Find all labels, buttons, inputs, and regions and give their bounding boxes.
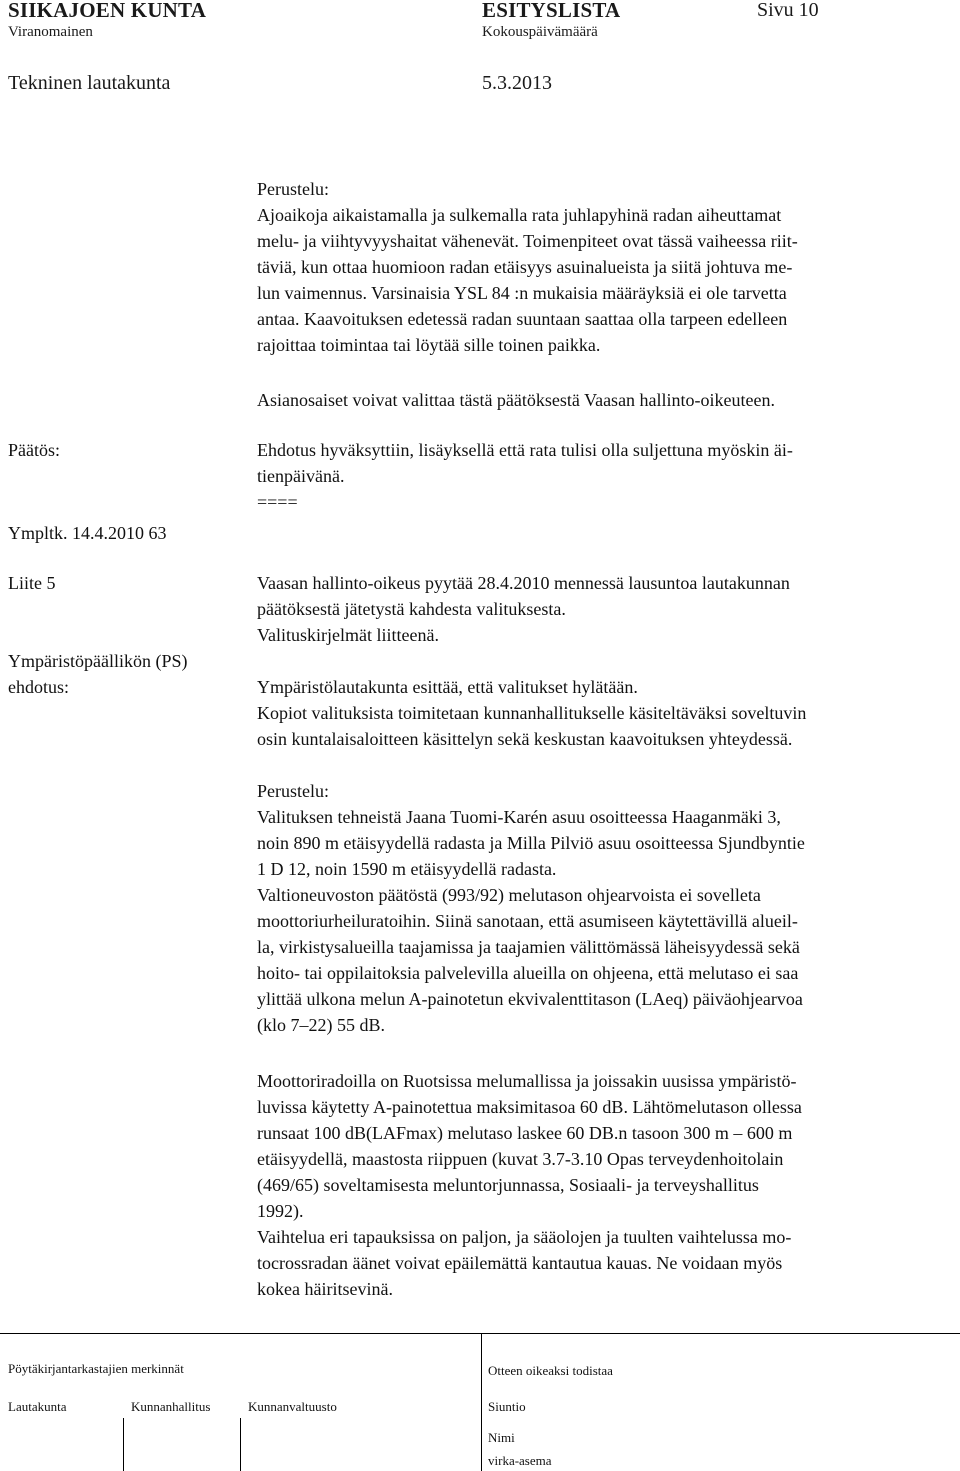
authority-name: Tekninen lautakunta: [8, 72, 171, 94]
proposal-text: Ympäristölautakunta esittää, että valitukset hylätään. Kopiot valituksista toimitetaan kunnanhallitukselle käsiteltäväksi soveltuvin osin kuntalaisaloitteen käsittelyn sekä keskustan kaavoituksen yhteydessä.: [257, 677, 807, 749]
perustelu-heading: Perustelu:: [257, 179, 329, 199]
meeting-date: 5.3.2013: [482, 72, 552, 94]
footer-field-title: virka-asema: [488, 1453, 552, 1468]
footer-field-place: Siuntio: [488, 1399, 526, 1414]
footer-left-heading: Pöytäkirjantarkastajien merkinnät: [8, 1361, 184, 1376]
perustelu-line: Ajoaikoja aikaistamalla ja sulkemalla rata juhlapyhinä radan aiheuttamat: [257, 205, 782, 225]
page-number: Sivu 10: [757, 0, 819, 21]
perustelu-block-1: [257, 176, 947, 358]
footer-top-rule: [0, 1333, 960, 1334]
perustelu-line: täviä, kun ottaa huomioon radan etäisyys asuinalueista ja siitä johtuva me-: [257, 257, 793, 277]
footer-column-rule: [240, 1418, 241, 1471]
proposer-label: Ympäristöpäällikön (PS) ehdotus:: [8, 651, 188, 697]
municipality-name: SIIKAJOEN KUNTA: [8, 0, 207, 22]
perustelu-block-2: Perustelu: Valituksen tehneistä Jaana Tuomi-Karén asuu osoitteessa Haaganmäki 3, noin 890 m etäisyydellä radasta ja Milla Pilviö asuu osoitteessa Sjundbyntie 1 D 12, noin 1590 m etäisyydellä radasta. Valtioneuvoston päätöstä (993/92) melutason ohjearvoista ei sovelleta moottoriurheiluratoihin. Siinä sanotaan, että asumiseen käytettävillä alueil- la, virkistysalueilla taajamissa ja taajamien välittömässä läheisyydessä sekä hoito- tai oppilaitoksia palvelevilla alueilla on ohjeena, että melutaso ei saa ylittää ulkona melun A-painotetun ekvivalenttitason (LAeq) päiväohjearvoa (klo 7–22) 55 dB.: [257, 778, 947, 1038]
appeal-notice: Asianosaiset voivat valittaa tästä päätöksestä Vaasan hallinto-oikeuteen.: [257, 390, 776, 410]
perustelu-line: antaa. Kaavoituksen edetessä radan suuntaan saattaa olla tarpeen edelleen: [257, 309, 788, 329]
decision-separator: ====: [257, 492, 298, 512]
attachment-label: Liite 5: [8, 573, 56, 593]
footer-column-kunnanvaltuusto: Kunnanvaltuusto: [248, 1399, 337, 1414]
footer-field-name: Nimi: [488, 1430, 515, 1445]
document-type: ESITYSLISTA: [482, 0, 621, 22]
footer-right-heading: Otteen oikeaksi todistaa: [488, 1363, 613, 1378]
footer-divider: [481, 1333, 482, 1471]
perustelu-line: lun vaimennus. Varsinaisia YSL 84 :n mukaisia määräyksiä ei ole tarvetta: [257, 283, 787, 303]
perustelu-line: rajoittaa toimintaa tai löytää sille toinen paikka.: [257, 335, 601, 355]
perustelu-heading: Perustelu:: [257, 781, 329, 801]
perustelu-line: melu- ja viihtyvyyshaitat vähenevät. Toimenpiteet ovat tässä vaiheessa riit-: [257, 231, 798, 251]
footer-column-rule: [123, 1418, 124, 1471]
footer-column-lautakunta: Lautakunta: [8, 1399, 67, 1414]
decision-text: Ehdotus hyväksyttiin, lisäyksellä että rata tulisi olla suljettuna myöskin äi- tienpäivänä. ====: [257, 437, 947, 515]
footer-column-kunnanhallitus: Kunnanhallitus: [131, 1399, 211, 1414]
noise-paragraph: Moottoriradoilla on Ruotsissa melumallissa ja joissakin uusissa ympäristö- luvissa käytetty A-painotettua maksimitasoa 60 dB. Lähtömelutason ollessa runsaat 100 dB(LAFmax) melutaso laskee 60 DB.n tasoon 300 m – 600 m etäisyydellä, maastosta riippuen (kuvat 3.7-3.10 Opas terveydenhoitolain (469/65) soveltamisesta meluntorjunnassa, Sosiaali- ja terveyshallitus 1992). Vaihtelua eri tapauksissa on paljon, ja sääolojen ja tuulten vaihtelussa mo- tocrossradan äänet voivat epäilemättä kantautua kauas. Ne voidaan myös kokea häiritsevinä.: [257, 1071, 802, 1299]
meeting-reference: Ympltk. 14.4.2010 63: [8, 523, 167, 543]
authority-label: Viranomainen: [8, 24, 93, 40]
meeting-date-label: Kokouspäivämäärä: [482, 24, 598, 40]
decision-label: Päätös:: [8, 440, 60, 460]
court-request: Vaasan hallinto-oikeus pyytää 28.4.2010 mennessä lausuntoa lautakunnan päätöksestä jätetystä kahdesta valituksesta. Valituskirjelmät liitteenä.: [257, 573, 790, 645]
